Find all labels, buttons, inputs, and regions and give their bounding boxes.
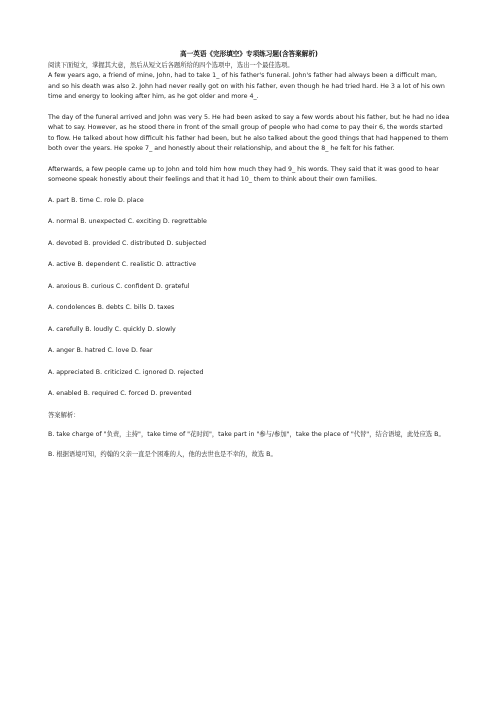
instruction-text: 阅读下面短文，掌握其大意，然后从短文后各题所给的四个选项中，选出一个最佳选项。 (48, 61, 294, 69)
option-line-6: A. condolences B. debts C. bills D. taxes (48, 304, 175, 311)
options-list (48, 196, 450, 400)
answer-explanation-1: B. take charge of "负责，主持"，take time of "花时间"，take part in "参与/参加"，take the place of "代替"，结合语境，此处应选 B。 (48, 431, 445, 438)
option-line-4: A. active B. dependent C. realistic D. attractive (48, 261, 197, 268)
passage-paragraph-2: The day of the funeral arrived and John was very 5. He had been asked to say a few words about his father, but he had no idea what to say. However, as he stood there in front of the small group of people who had come to pay their 6, the words started to flow. He talked about how difficult his father had been, but he also talked about the good things that had happened to them both over the years. He spoke 7_ and honestly about their relationship, and about the 8_ he felt for his father. (48, 113, 450, 152)
document-page (48, 49, 450, 460)
option-line-8: A. anger B. hatred C. love D. fear (48, 347, 153, 354)
option-line-2: A. normal B. unexpected C. exciting D. regrettable (48, 218, 207, 225)
option-line-10: A. enabled B. required C. forced D. prevented (48, 390, 192, 397)
option-line-1: A. part B. time C. role D. place (48, 196, 144, 204)
option-line-3: A. devoted B. provided C. distributed D. subjected (48, 239, 207, 247)
option-line-7: A. carefully B. loudly C. quickly D. slowly (48, 325, 176, 333)
option-line-9: A. appreciated B. criticized C. ignored D. rejected (48, 368, 204, 376)
answer-explanation-2: B. 根据语境可知，约翰的父亲一直是个困难的人，他的去世也是不幸的，故选 B。 (48, 450, 277, 458)
answer-heading: 答案解析： (48, 411, 80, 419)
option-line-5: A. anxious B. curious C. confident D. grateful (48, 282, 190, 290)
document-title: 高一英语《完形填空》专项练习题(含答案解析) (180, 50, 318, 58)
passage-paragraph-1: A few years ago, a friend of mine, John, had to take 1_ of his father's funeral. John's father had always been a difficult man, and so his death was also 2. John had never really got on with his father, even though he had tried hard. He 3 a lot of his own time and energy to looking after him, as he got older and more 4_. (48, 72, 445, 100)
passage-paragraph-3: Afterwards, a few people came up to John and told him how much they had 9_ his words. They said that it was good to hear someone speak honestly about their feelings and that it had 10_ them to think about their own families. (48, 165, 439, 183)
